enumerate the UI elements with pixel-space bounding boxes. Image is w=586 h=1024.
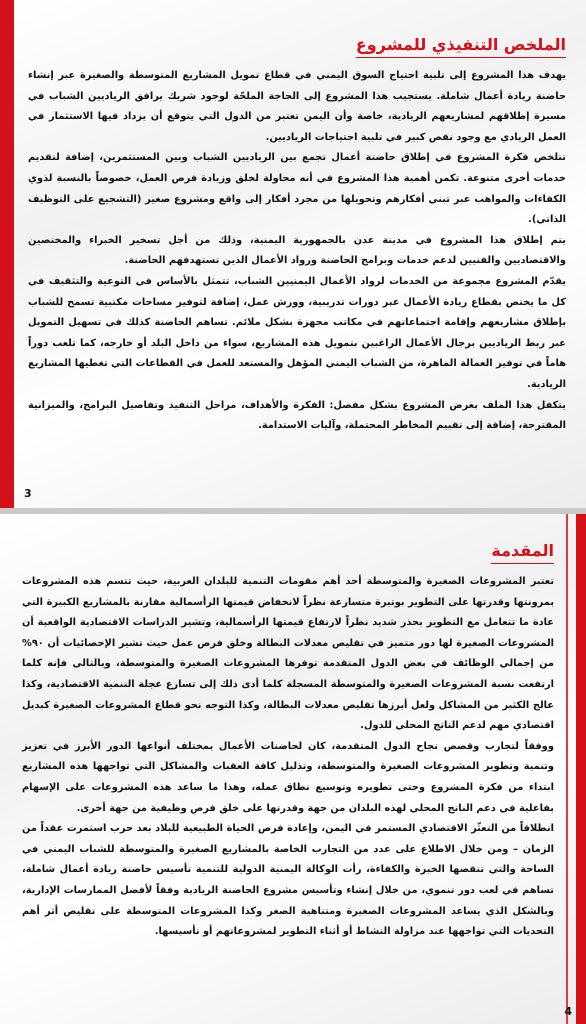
document-page-4	[0, 514, 586, 1024]
red-edge-bar	[0, 0, 14, 508]
red-edge-bar	[576, 514, 586, 1024]
paragraph: ووفقاً لتجارب وقصص نجاح الدول المتقدمة، كان لحاضنات الأعمال بمختلف أنواعها الدور الأبرز في تعزيز وتنمية وتطوير المشروعات الصغيرة والمتوسطة، وتذليل كافة العقبات والمشاكل التي تواجهها هذه المشاريع ابتداء من فكرة المشروع وحتى تطويره وتوسيع نطاق عمله، وهذا ما ساعد هذه المشروعات على الإسهام بفاعلية في دعم الناتج المحلي لهذه البلدان من جهة وقدرتها على خلق فرص وظيفية من جهة أخرى.	[22, 740, 554, 814]
paragraph: تتلخص فكرة المشروع في إطلاق حاضنة أعمال تجمع بين الرياديين الشباب وبين المستثمرين، إضافة لتقديم خدمات أخرى متنوعة. تكمن أهمية هذا المشروع في أنه محاولة لخلق وزيادة فرص العمل، خصوصاً بالنسبة لذوي الكفاءات والمواهب عبر تبني أفكارهم وتحويلها من مجرد أفكار إلى واقع ومشروع صغير (التشجيع على التوظيف الذاتي).	[28, 152, 566, 226]
document-page-3	[0, 0, 586, 508]
page-number: 4	[564, 1005, 572, 1018]
paragraph: يتم إطلاق هذا المشروع في مدينة عدن بالجمهورية اليمنية، وذلك من أجل تسخير الخبراء والمختصين والاقتصاديين والفنيين لدعم خدمات وبرامج الحاضنة ورواد الأعمال الذين تستهدفهم الحاضنة.	[28, 234, 566, 267]
paragraph: يتكفل هذا الملف بعرض المشروع بشكل مفصل: الفكرة والأهداف، مراحل التنفيذ وتفاصيل البرامج، والميزانية المقترحة، إضافة إلى تقييم المخاطر المحتملة، وآليات الاستدامة.	[28, 399, 566, 432]
paragraph: انطلاقاً من التعثّر الاقتصادي المستمر في اليمن، وإعادة فرص الحياة الطبيعية للبلاد بعد حرب استمرت عقداً من الزمان – ومن خلال الاطلاع على عدد من التجارب الخاصة بالمشاريع الصغيرة والمتوسطة للشباب اليمني في الساحة والتي تنقصها الخبرة والكفاءة، رأت الوكالة اليمنية الدولية للتنمية تأسيس حاضنة ريادة أعمال شاملة، تساهم في لعب دور تنموي، من خلال إنشاء وتأسيس مشروع الحاضنة الريادية وفقاً لأفضل الممارسات الإدارية، وبالشكل الذي يساعد المشروعات الصغيرة ومتناهية الصغر وكذا المشروعات المتوسطة على تقليص أثر أهم التحديات التي تواجهها عند مزاولة النشاط أو أثناء التطوير لمشروعاتهم أو تأسيسها.	[22, 823, 554, 938]
introduction-heading: المقدمة	[491, 540, 554, 564]
page-3-content	[28, 34, 566, 437]
red-edge-line	[566, 514, 568, 1024]
paragraph: تعتبر المشروعات الصغيرة والمتوسطة أحد أهم مقومات التنمية للبلدان العربية، حيث تتسم هذه المشروعات بمرونتها وقدرتها على التطوير بوتيرة متسارعة نظراً لانخفاض قيمتها الرأسمالية مقارنة بالمشاريع الكبيرة التي عادة ما تتعامل مع التطوير بحذر شديد نظراً لارتفاع قيمتها الرأسمالية، وتشير الدراسات الاقتصادية الواقعية أن المشروعات الصغيرة لها دور متميز في تقليص معدلات البطالة وخلق فرص عمل حيث تشير الإحصائيات أن ٩٠% من إجمالي الوظائف في بعض الدول المتقدمة توفرها المشروعات الصغيرة والمتوسطة، وبالتالي فإنه كلما ارتفعت نسبة المشروعات الصغيرة والمتوسطة المسجلة كلما أدى ذلك إلى تسارع عجلة التنمية الاقتصادية، وكذا عالج الكثير من المشاكل ولعل أبرزها تقليص معدلات البطالة، وكذا التوجه نحو قطاع المشروعات الصغيرة كبديل اقتصادي مهم لدعم الناتج المحلي للدول.	[22, 576, 554, 732]
executive-summary-heading: الملخص التنفيذي للمشروع	[356, 34, 566, 58]
paragraph: يقدّم المشروع مجموعة من الخدمات لرواد الأعمال اليمنيين الشباب، تتمثل بالأساس في التوعية والتثقيف في كل ما يختص بقطاع ريادة الأعمال عبر دورات تدريبية، وورش عمل، إضافة لتوفير مساحات مكتبية تسمح للشباب بإطلاق مشاريعهم وإقامة اجتماعاتهم في مكاتب مجهزة بشكل ملائم. تساهم الحاضنة كذلك في تسهيل التمويل عبر ربط الرياديين برجال الأعمال الراغبين بتمويل هذه المشاريع، سواء من داخل البلد أو خارجه، كما تلعب دوراً هاماً في توفير العمالة الماهرة، من الشباب اليمني المؤهل والمستعد للعمل في القطاعات التي تغطيها المشاريع الريادية.	[28, 275, 566, 390]
page-4-content	[22, 540, 554, 943]
paragraph: يهدف هذا المشروع إلى تلبية احتياج السوق اليمني في قطاع تمويل المشاريع المتوسطة والصغيرة عبر إنشاء حاضنة ريادة أعمال شاملة. يستجيب هذا المشروع إلى الحاجة الملحّة لوجود شريك يرافق الرياديين الشباب في مسيرة إطلاقهم لمشاريعهم الريادية، خاصة وأن اليمن تعتبر من الدول التي يتوقع أن يزداد فيها الاستثمار في العمل الريادي مع وجود نقص كبير في تلبية احتياجات الرياديين.	[28, 70, 566, 143]
page-number: 3	[24, 487, 32, 500]
